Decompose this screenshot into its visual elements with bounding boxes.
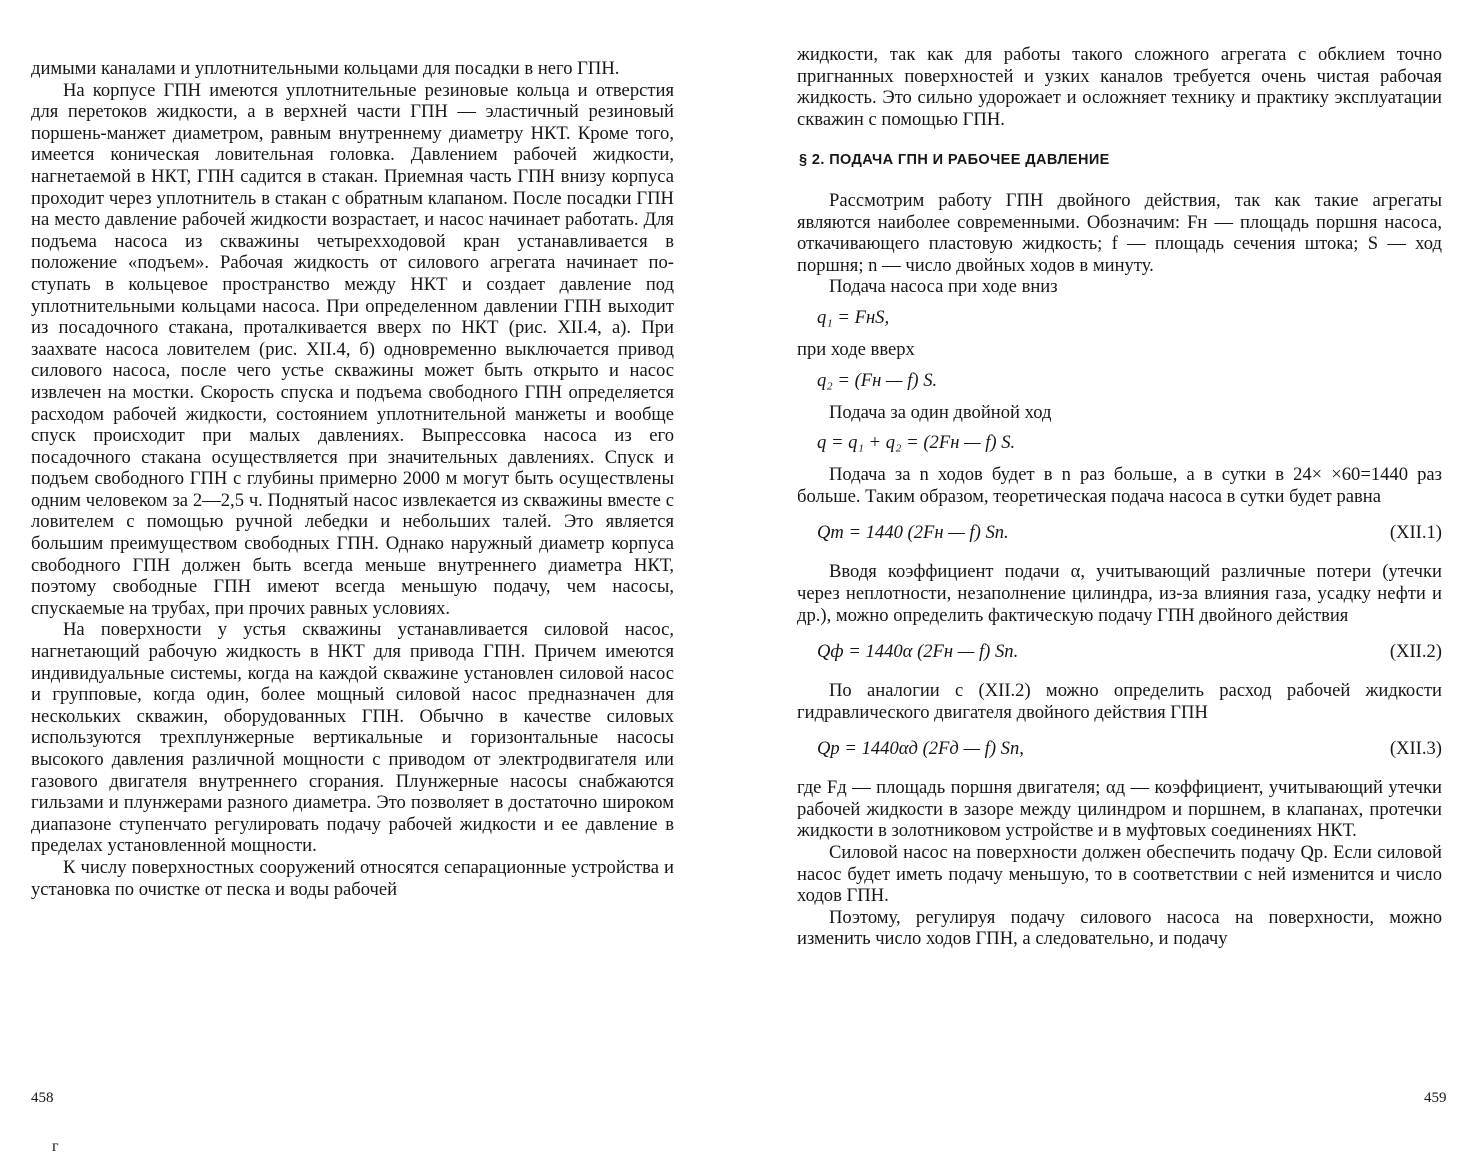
paragraph: Подача за n ходов будет в n раз больше, а в сутки в 24× ×60=1440 раз больше. Таким образом, теоретическая подача насоса в сутки будет равна xyxy=(797,464,1442,507)
formula-text: q₁ = FнS, xyxy=(817,306,890,328)
paragraph-continuation: жидкости, так как для работы такого сложного агрегата с обклием точно пригнанных поверхностей и узких каналов требуется очень чистая рабочая жидкость. Это сильно удорожает и осложняет технику и практику эксплуатации скважин с помощью ГПН. xyxy=(797,44,1442,130)
paragraph: при ходе вверх xyxy=(797,338,915,360)
formula-q2 xyxy=(797,368,1442,393)
section-heading: § 2. ПОДАЧА ГПН И РАБОЧЕЕ ДАВЛЕНИЕ xyxy=(799,152,1110,169)
paragraph: Поэтому, регулируя подачу силового насоса на поверхности, можно изменить число ходов ГПН, а следовательно, и подачу xyxy=(797,906,1442,950)
formula-text: q = q₁ + q₂ = (2Fн — f) S. xyxy=(817,432,1016,454)
equation-number: (XII.2) xyxy=(1389,641,1442,663)
page-number: 459 xyxy=(1424,1090,1447,1106)
paragraph: На поверхности у устья скважины устанавливается силовой насос, нагнетающий рабочую жидкость в НКТ для привода ГПН. Причем имеются индивидуальные системы, когда на каждой скважине установлен силовой насос и групповые, когда один, более мощный силовой насос предназначен для нескольких скважин, оборудованных ГПН. Обычно в качестве силовых используются трехплунжерные вертикальные и горизонтальные насосы высокого давления различной мощности с приводом от электродвигателя или газового двигателя внутреннего сгорания. Плунжерные насосы снабжаются гильзами и плунжерами разного диаметра. Это позволяет в достаточно широком диапазоне ступенчато регулировать подачу рабочей жидкости и ее давление в пределах установленной мощности. xyxy=(31,619,674,857)
paragraph: По аналогии с (XII.2) можно определить расход рабочей жидкости гидравлического двигателя двойного действия ГПН xyxy=(797,680,1442,723)
paragraph: К числу поверхностных сооружений относятся сепарационные устройства и установка по очистке от песка и воды рабочей xyxy=(31,856,674,900)
page-number: 458 xyxy=(31,1090,54,1106)
paragraph: На корпусе ГПН имеются уплотнительные резиновые кольца и отверстия для перетоков жидкости, а в верхней части ГПН — эластичный резиновый поршень-манжет диаметром, равным внутреннему диаметру НКТ. Кроме того, имеется коническая ловительная головка. Давлением рабочей жидкости, нагнетаемой в НКТ, ГПН садится в стакан. Приемная часть ГПН внизу корпуса проходит через уплотнитель в стакан с обратным клапаном. После посадки ГПН на место давление рабочей жидкости возрастает, и насос начинает работать. Для подъема насоса из скважины четырехходовой кран устанавливается в положение «подъем». Рабочая жидкость от силового агрегата начинает поступать в кольцевое пространство между НКТ и создает давление под уплотнительными кольцами насоса. При определенном давлении ГПН выходит из посадочного стакана, проталкивается вверх по НКТ (рис. XII.4, а). При заахвате насоса ловителем (рис. XII.4, б) одновременно выключается привод силового насоса, после чего устье скважины может быть открыто и насос извлечен на мостки. Скорость спуска и подъема свободного ГПН определяется расходом рабочей жидкости, состоянием уплотнительной манжеты и вообще спуск происходит при малых давлениях. Выпрессовка насоса из его посадочного стакана осуществляется при значительных давлениях. Спуск и подъем свободного ГПН с глубины примерно 2000 м могут быть осуществлены одним человеком за 2—2,5 ч. Поднятый насос извлекается из скважины вместе с ловителем с помощью ручной лебедки и небольших талей. Это является большим преимуществом свободных ГПН. Однако наружный диаметр корпуса свободного ГПН должен быть всегда меньше внутреннего диаметра НКТ, поэтому свободные ГПН имеют всегда меньшую подачу, чем насосы, спускаемые на трубах, при прочих равных условиях. xyxy=(31,79,674,619)
paragraph: димыми каналами и уплотнительными кольцами для посадки в него ГПН. xyxy=(31,58,620,79)
formula-text: q₂ = (Fн — f) S. xyxy=(817,369,938,391)
left-text-column xyxy=(31,58,674,900)
formula-qt xyxy=(797,520,1442,545)
formula-text: Qт = 1440 (2Fн — f) Sn. xyxy=(817,522,1009,544)
paragraph: где Fд — площадь поршня двигателя; αд — коэффициент, учитывающий утечки рабочей жидкости в зазоре между цилиндром и поршнем, в клапанах, протечки жидкости в золотниковом устройстве и в муфтовых соединениях НКТ. xyxy=(797,777,1442,842)
right-page xyxy=(734,0,1468,1152)
paragraph: Силовой насос на поверхности должен обеспечить подачу Qр. Если силовой насос будет иметь подачу меньшую, то в соответствии с ней изменится и число ходов ГПН. xyxy=(797,842,1442,907)
paragraph: Подача за один двойной ход xyxy=(829,401,1052,423)
formula-qp xyxy=(797,736,1442,761)
equation-number: (XII.3) xyxy=(1389,738,1442,760)
formula-qf xyxy=(797,639,1442,664)
formula-text: Qф = 1440α (2Fн — f) Sn. xyxy=(817,641,1019,663)
right-text-column xyxy=(797,44,1442,950)
paragraph: Рассмотрим работу ГПН двойного действия, так как такие агрегаты являются наиболее современными. Обозначим: Fн — площадь поршня насоса, откачивающего пластовую жидкость; f — площадь сечения штока; S — ход поршня; n — число двойных ходов в минуту. xyxy=(797,189,1442,276)
formula-q1 xyxy=(797,305,1442,330)
formula-text: Qр = 1440αд (2Fд — f) Sn, xyxy=(817,738,1024,760)
scan-mark: г xyxy=(52,1138,59,1155)
paragraph: Подача насоса при ходе вниз xyxy=(829,276,1058,298)
paragraph: Вводя коэффициент подачи α, учитывающий различные потери (утечки через неплотности, незаполнение цилиндра, из-за влияния газа, усадку нефти и др.), можно определить фактическую подачу ГПН двойного действия xyxy=(797,561,1442,626)
equation-number: (XII.1) xyxy=(1389,522,1442,544)
left-page xyxy=(0,0,734,1155)
formula-q xyxy=(797,430,1442,455)
